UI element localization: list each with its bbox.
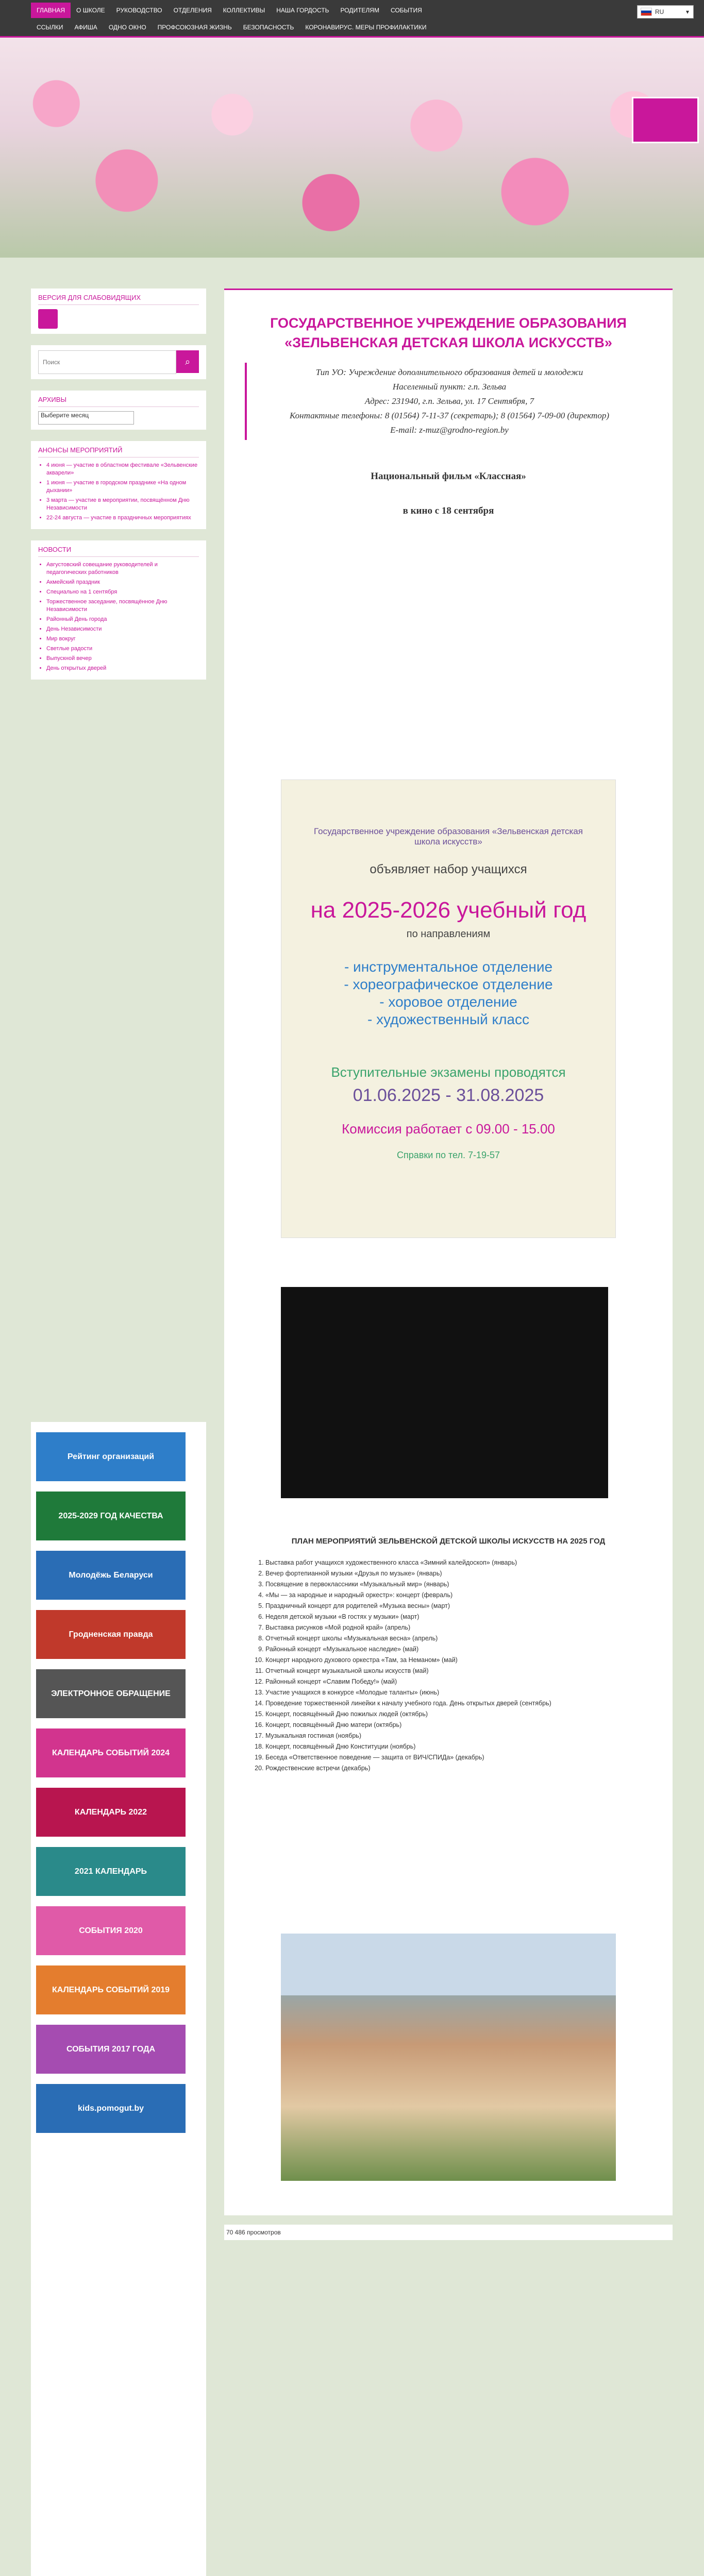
- search-input[interactable]: [38, 350, 176, 374]
- banner-e-appeal[interactable]: ЭЛЕКТРОННОЕ ОБРАЩЕНИЕ: [36, 1669, 186, 1718]
- banner-calendar-2024[interactable]: КАЛЕНДАРЬ СОБЫТИЙ 2024: [36, 1728, 186, 1777]
- top-navigation: [0, 0, 704, 38]
- plan-item: 5. Праздничный концерт для родителей «Музыка весны» (март): [265, 1601, 678, 1612]
- announce-item[interactable]: • 4 июня — участие в областном фестивале «Зельвенские акварели»: [46, 462, 199, 477]
- banner-column: [31, 1422, 206, 2576]
- menu-safety[interactable]: БЕЗОПАСНОСТЬ: [243, 24, 294, 31]
- menu-row-2: [31, 19, 432, 36]
- header-banner: [0, 38, 704, 258]
- search-button[interactable]: [176, 350, 199, 373]
- plan-item: 8. Отчетный концерт школы «Музыкальная весна» (апрель): [265, 1633, 678, 1644]
- poster-item: - художественный класс: [367, 1011, 529, 1027]
- menu-about[interactable]: О ШКОЛЕ: [76, 7, 105, 14]
- banner-quality[interactable]: 2025-2029 ГОД КАЧЕСТВА: [36, 1492, 186, 1540]
- plan-title: ПЛАН МЕРОПРИЯТИЙ ЗЕЛЬВЕНСКОЙ ДЕТСКОЙ ШКОЛЫ ИСКУССТВ НА 2025 ГОД: [291, 1537, 606, 1546]
- plan-item: 7. Выставка рисунков «Мой родной край» (апрель): [265, 1622, 678, 1633]
- menu-pride[interactable]: НАША ГОРДОСТЬ: [276, 7, 329, 14]
- banner-rating[interactable]: Рейтинг организаций: [36, 1432, 186, 1481]
- news-item[interactable]: • День открытых дверей: [46, 665, 199, 672]
- main-content: [224, 289, 673, 2215]
- menu-one-window[interactable]: ОДНО ОКНО: [108, 24, 146, 31]
- poster-item: - хореографическое отделение: [344, 976, 553, 992]
- search-icon: ⌕: [185, 356, 191, 367]
- plan-item: 2. Вечер фортепианной музыки «Друзья по музыке» (январь): [265, 1568, 678, 1579]
- language-label: RU: [655, 8, 664, 15]
- poster-item: - инструментальное отделение: [344, 959, 553, 975]
- menu-row-1: [31, 2, 428, 19]
- poster-dates: 01.06.2025 - 31.08.2025: [353, 1086, 544, 1105]
- plan-item: 19. Беседа «Ответственное поведение — защита от ВИЧ/СПИДа» (декабрь): [265, 1752, 678, 1763]
- banner-calendar-2021[interactable]: 2021 КАЛЕНДАРЬ: [36, 1847, 186, 1896]
- contact-line: Адрес: 231940, г.п. Зельва, ул. 17 Сентября, 7: [364, 396, 534, 406]
- banner-events-2017[interactable]: СОБЫТИЯ 2017 ГОДА: [36, 2025, 186, 2074]
- contact-line: Населенный пункт: г.п. Зельва: [392, 382, 507, 392]
- poster-org: Государственное учреждение образования «Зельвенская детская школа искусств»: [314, 826, 583, 846]
- plan-item: 12. Районный концерт «Славим Победу!» (май): [265, 1676, 678, 1687]
- language-switcher[interactable]: [637, 5, 694, 19]
- news-title: НОВОСТИ: [38, 546, 199, 557]
- plan-item: 4. «Мы — за народные и народный оркестр»: концерт (февраль): [265, 1590, 678, 1601]
- banner-grodno-pravda[interactable]: Гродненская правда: [36, 1610, 186, 1659]
- plan-item: 13. Участие учащихся в конкурсе «Молодые таланты» (июнь): [265, 1687, 678, 1698]
- plan-item: 9. Районный концерт «Музыкальное наследие» (май): [265, 1644, 678, 1655]
- page-title: ГОСУДАРСТВЕННОЕ УЧРЕЖДЕНИЕ ОБРАЗОВАНИЯ «ЗЕЛЬВЕНСКАЯ ДЕТСКАЯ ШКОЛА ИСКУССТВ»: [270, 315, 627, 350]
- menu-parents[interactable]: РОДИТЕЛЯМ: [340, 7, 379, 14]
- announce-item[interactable]: • 3 марта — участие в мероприятии, посвящённом Дню Независимости: [46, 497, 199, 512]
- news-item[interactable]: • Августовский совещание руководителей и педагогических работников: [46, 561, 199, 577]
- poster-time: Комиссия работает с 09.00 - 15.00: [342, 1121, 555, 1137]
- announce-widget: [31, 441, 206, 529]
- poster-exams: Вступительные экзамены проводятся: [331, 1064, 566, 1080]
- menu-collectives[interactable]: КОЛЛЕКТИВЫ: [223, 7, 265, 14]
- gift-image: [632, 97, 699, 143]
- film-title: Национальный фильм «Классная»: [371, 471, 526, 482]
- archive-widget: [31, 391, 206, 430]
- banner-calendar-2022[interactable]: КАЛЕНДАРЬ 2022: [36, 1788, 186, 1837]
- poster-phone: Справки по тел. 7-19-57: [396, 1150, 500, 1160]
- plan-item: 17. Музыкальная гостиная (ноябрь): [265, 1731, 678, 1741]
- plan-item: 16. Концерт, посвящённый Дню матери (октябрь): [265, 1720, 678, 1731]
- flag-icon: [641, 8, 652, 16]
- menu-links[interactable]: ССЫЛКИ: [37, 24, 63, 31]
- poster-items: [281, 958, 615, 1028]
- plan-item: 3. Посвящение в первоклассники «Музыкальный мир» (январь): [265, 1579, 678, 1590]
- news-widget: [31, 540, 206, 680]
- plan-item: 14. Проведение торжественной линейки к началу учебного года. День открытых дверей (сентябрь): [265, 1698, 678, 1709]
- contact-line[interactable]: E-mail: z-muz@grodno-region.by: [390, 425, 509, 435]
- plan-item: 15. Концерт, посвящённый Дню пожилых людей (октябрь): [265, 1709, 678, 1720]
- plan-list: [245, 1557, 678, 1774]
- news-item[interactable]: • Акмейский праздник: [46, 579, 199, 586]
- news-item[interactable]: • Мир вокруг: [46, 635, 199, 643]
- banner-kids-pomogut[interactable]: kids.pomogut.by: [36, 2084, 186, 2133]
- news-item[interactable]: • День Независимости: [46, 625, 199, 633]
- poster-sub: по направлениям: [406, 928, 491, 940]
- views-counter: 70 486 просмотров: [224, 2225, 673, 2240]
- announce-item[interactable]: • 22-24 августа — участие в праздничных мероприятиях: [46, 514, 199, 522]
- news-item[interactable]: • Специально на 1 сентября: [46, 588, 199, 596]
- poster-item: - хоровое отделение: [379, 994, 517, 1010]
- news-item[interactable]: • Светлые радости: [46, 645, 199, 653]
- plan-item: 10. Концерт народного духового оркестра «Там, за Неманом» (май): [265, 1655, 678, 1666]
- announce-item[interactable]: • 1 июня — участие в городском празднике «На одном дыхании»: [46, 479, 199, 495]
- eye-icon[interactable]: [38, 309, 58, 329]
- poster-head: объявляет набор учащихся: [370, 862, 527, 876]
- plan-item: 1. Выставка работ учащихся художественного класса «Зимний калейдоскоп» (январь): [265, 1557, 678, 1568]
- plan-item: 11. Отчетный концерт музыкальной школы искусств (май): [265, 1666, 678, 1676]
- banner-events-2020[interactable]: СОБЫТИЯ 2020: [36, 1906, 186, 1955]
- banner-youth[interactable]: Молодёжь Беларуси: [36, 1551, 186, 1600]
- banner-calendar-2019[interactable]: КАЛЕНДАРЬ СОБЫТИЙ 2019: [36, 1965, 186, 2014]
- menu-events[interactable]: СОБЫТИЯ: [390, 7, 422, 14]
- announce-title: АНОНСЫ МЕРОПРИЯТИЙ: [38, 446, 199, 457]
- contact-line: Контактные телефоны: 8 (01564) 7-11-37 (секретарь); 8 (01564) 7-09-00 (директор): [290, 411, 609, 420]
- school-building-photo: [281, 1934, 616, 2181]
- chevron-down-icon: ▾: [685, 8, 689, 15]
- news-item[interactable]: • Торжественное заседание, посвящённое Дню Независимости: [46, 598, 199, 614]
- menu-union[interactable]: ПРОФСОЮЗНАЯ ЖИЗНЬ: [157, 24, 232, 31]
- vision-title[interactable]: ВЕРСИЯ ДЛЯ СЛАБОВИДЯЩИХ: [38, 294, 199, 305]
- menu-covid[interactable]: КОРОНАВИРУС. МЕРЫ ПРОФИЛАКТИКИ: [305, 24, 427, 31]
- plan-item: 18. Концерт, посвящённый Дню Конституции (ноябрь): [265, 1741, 678, 1752]
- sidebar: [31, 289, 206, 691]
- film-date: в кино с 18 сентября: [403, 505, 494, 516]
- news-item[interactable]: • Выпускной вечер: [46, 655, 199, 663]
- archive-select[interactable]: Выберите месяц: [38, 411, 134, 425]
- admission-poster: [281, 779, 616, 1238]
- plan-item: 20. Рождественские встречи (декабрь): [265, 1763, 678, 1774]
- poster-year: на 2025-2026 учебный год: [310, 897, 586, 923]
- archive-title: АРХИВЫ: [38, 396, 199, 407]
- menu-home[interactable]: ГЛАВНАЯ: [31, 3, 71, 18]
- vision-widget: [31, 289, 206, 334]
- news-item[interactable]: • Районный День города: [46, 616, 199, 623]
- contact-block: [245, 363, 652, 440]
- search-widget: [31, 345, 206, 379]
- menu-management[interactable]: РУКОВОДСТВО: [116, 7, 162, 14]
- contact-line: Тип УО: Учреждение дополнительного образования детей и молодежи: [315, 367, 583, 377]
- menu-departments[interactable]: ОТДЕЛЕНИЯ: [173, 7, 212, 14]
- video-player[interactable]: [281, 1287, 608, 1498]
- menu-poster[interactable]: АФИША: [74, 24, 97, 31]
- plan-item: 6. Неделя детской музыки «В гостях у музыки» (март): [265, 1612, 678, 1622]
